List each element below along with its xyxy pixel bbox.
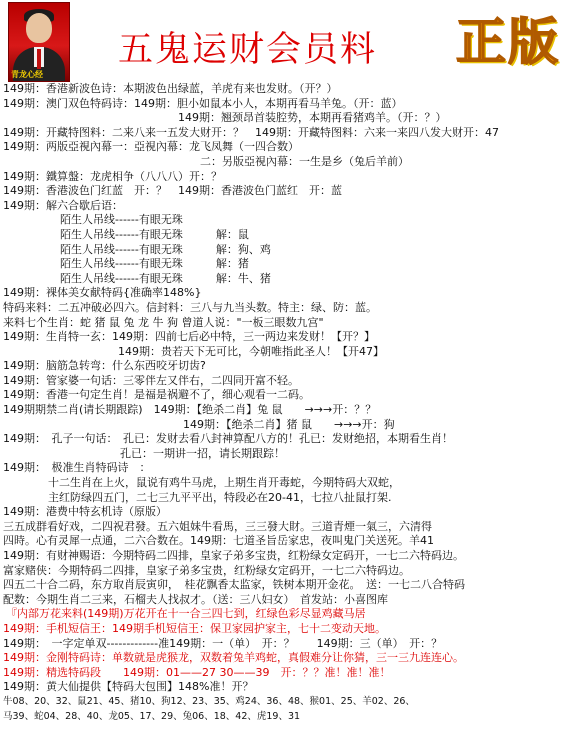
text-line: 马39、蛇04、28、40、龙05、17、29、兔06、18、42、虎19、31 xyxy=(3,710,301,722)
text-line: 『内部万花来料(149期)万花开在十一合三四七到，红绿色彩尽显鸡藏马居 xyxy=(6,607,366,621)
text-line: 149期：管家婆一句话：三零伴左又伴右，二四同开富不轻。 xyxy=(3,373,299,387)
text-line: 149期：鐵算盤：龙虎相争（八八八）开：？ xyxy=(3,169,222,183)
text-line: 149期：手机短信王：149期手机短信王：保卫家园护家主，七十二变动天地。 xyxy=(3,621,386,635)
text-line: 十二生肖在上火，鼠说有鸡牛马虎，上期生肖开毒蛇，今期特码大双蛇， xyxy=(48,476,400,490)
text-line: 主红防绿四五门，二七三九平平出，特段必在20-41，七拉八扯鼠打架. xyxy=(48,490,392,504)
text-line: 149期：金刚特码诗：单数就是虎猴龙，双数着兔羊鸡蛇，真假难分让你猜，三一三九连连心。 xyxy=(3,651,464,665)
text-line: 149期：贵若天下无可比，今朝唯指此圣人！【开47】 xyxy=(118,344,384,358)
portrait-photo xyxy=(8,2,70,82)
portrait-tie xyxy=(37,49,41,69)
text-line: 149期：【绝杀二肖】猪 鼠 →→→开：狗 xyxy=(183,417,395,431)
text-line: 149期：精选特码段 149期：01——27 30——39 开：？？准！准！准！ xyxy=(3,665,391,679)
text-line: 陌生人吊线------有眼无珠 解：狗、鸡 xyxy=(60,242,271,256)
text-line: 149期：解六合歇后语： xyxy=(3,198,123,212)
text-line: 149期：开藏特图料：二来八来一五发大财开：？ 149期：开藏特图料：六来一来四八发大财开：47 xyxy=(3,125,499,139)
text-line: 149期期禁二肖(请长期跟踪) 149期：【绝杀二肖】兔 鼠 →→→开：？？ xyxy=(3,403,377,417)
text-line: 149期： 极准生肖特码诗 ： xyxy=(3,461,151,475)
text-line: 四時。心有灵犀一点通，二六合数在。149期：七道圣旨岳家忠，夜叫鬼门关送死。羊41 xyxy=(3,534,434,548)
text-line: 二：另版亞視內幕：一生是乡（兔后羊前） xyxy=(200,154,409,168)
text-line: 陌生人吊线------有眼无珠 解：鼠 xyxy=(60,227,249,241)
text-line: 149期：香港波色门红蓝 开：？ 149期：香港波色门蓝红 开：蓝 xyxy=(3,184,342,198)
document-body xyxy=(0,82,579,724)
text-line: 来料七个生肖：蛇 猪 鼠 兔 龙 牛 狗 曾道人说："一板三眼数九宫" xyxy=(3,315,324,329)
text-line: 149期：香港新波色诗：本期波色出绿蓝，羊虎有来也发财。（开？） xyxy=(3,82,338,95)
text-line: 149期：黄大仙提供【特码大包围】148%准！开？ xyxy=(3,680,254,694)
text-line: 牛08、20、32、鼠21、45、猪10、狗12、23、35、鸡24、36、48、猴01、25、羊02、26、 xyxy=(3,695,415,707)
authentic-badge: 正版 xyxy=(456,13,560,71)
page-title: 五鬼运财会员料 xyxy=(118,30,378,70)
text-line: 特码来料：二五冲破必四六。信封料：三八与九当头数。特主：绿、防：蓝。 xyxy=(3,300,377,314)
text-line: 陌生人吊线------有眼无珠 解：猪 xyxy=(60,257,249,271)
text-line: 富家赌侠：今期特码二四排，皇家子弟多宝贵，红粉绿女定码开，一七二六特码边。 xyxy=(3,563,410,577)
text-line: 149期：生肖特一玄：149期：四前七后必中特，三一两边来发财！【开？】 xyxy=(3,330,375,344)
text-line: 三五成群看好戏，二四祝君發。五六姐妹牛看馬，三三發大財。三道青煙一氣三，六清得 xyxy=(3,519,432,533)
text-line: 149期： 孔子一句话： 孔已：发财去看八封神算配八方的！孔已：发财绝招，本期看生肖！ xyxy=(3,432,453,446)
text-line: 149期： 一字定单双-------------准149期：一（单） 开：？ 149期：三（单） 开：？ xyxy=(3,636,443,650)
text-line: 配数：今期生肖二三来，石榴夫人找叔才。（送：三八妇女） 首发站：小喜图库 xyxy=(3,592,388,606)
page-header xyxy=(0,0,579,82)
text-line: 149期：翘颈昂首装腔势，本期再看猪鸡羊。（开：？） xyxy=(178,111,447,125)
text-line: 四五二十合二码，东方取肖辰寅卯， 桂花飘香太监家，铁树本期开金花。 送：一七二八合特码 xyxy=(3,578,465,592)
text-line: 149期：澳门双色特码诗：149期：胆小如鼠本小人，本期再看马羊兔。（开：蓝） xyxy=(3,96,403,110)
portrait-caption: 青龙心经 xyxy=(11,70,43,79)
text-line: 陌生人吊线------有眼无珠 解：牛、猪 xyxy=(60,271,271,285)
text-line: 149期：香港一句定生肖！是福是祸避不了，细心观看一二码。 xyxy=(3,388,310,402)
text-line: 149期：脑筋急转弯：什么东西咬牙切齿? xyxy=(3,359,206,373)
text-line: 149期：港费中特玄机诗（原版） xyxy=(3,505,167,519)
text-line: 149期：裸体美女献特码{准确率148%} xyxy=(3,286,202,300)
text-line: 孔已：一期讲一招，请长期跟踪！ xyxy=(120,446,285,460)
text-line: 陌生人吊线------有眼无珠 xyxy=(60,213,183,227)
portrait-face xyxy=(26,13,52,43)
text-line: 149期：有财神赐语：今期特码二四排，皇家子弟多宝贵，红粉绿女定码开，一七二六特码边。 xyxy=(3,549,464,562)
text-line: 149期：两版亞視內幕一：亞視內幕：龙飞凤舞（一四合数） xyxy=(3,140,299,154)
